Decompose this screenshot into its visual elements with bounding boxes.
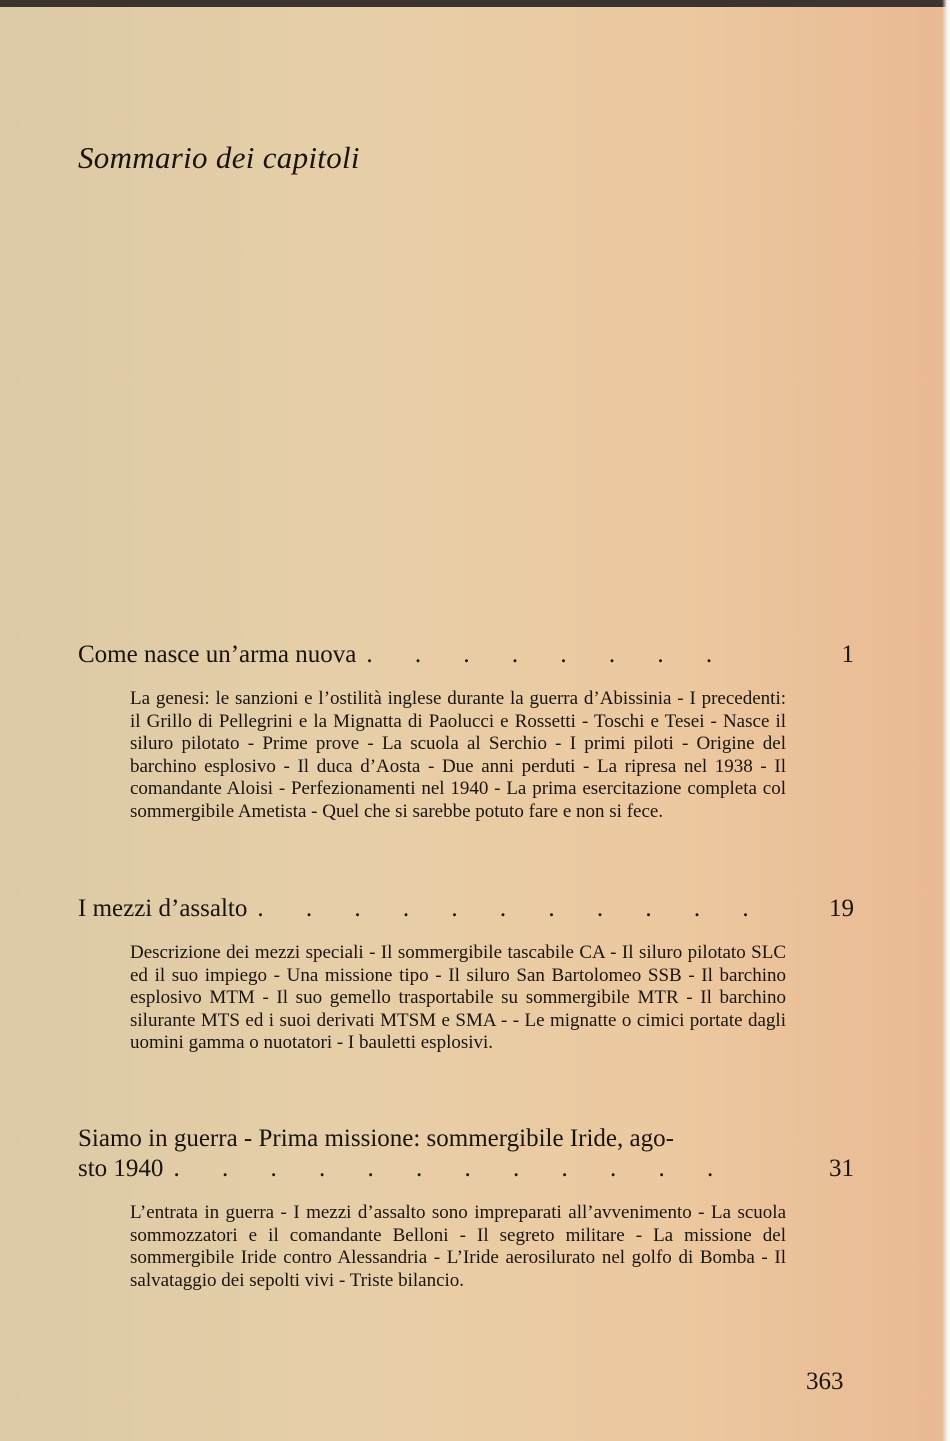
contents-heading: Sommario dei capitoli <box>78 140 360 175</box>
chapter-summary: Descrizione dei mezzi speciali - Il sommergibile tascabile CA - Il siluro pilotato SLC ed il suo impiego - Una missione tipo - Il siluro San Bartolomeo SSB - Il barchino esplosivo MTM - Il suo gemello trasportabile su sommergibile MTR - Il barchino silurante MTS ed i suoi derivati MTSM e SMA - - Le mignatte o cimici portate dagli uomini gamma o nuotatori - I bauletti esplosivi. <box>130 942 786 1053</box>
chapter-title-line1: Siamo in guerra - Prima missione: sommergibile Iride, ago- <box>78 1125 674 1152</box>
chapter-entry <box>78 894 854 1055</box>
scan-right-edge <box>942 0 950 1441</box>
chapter-title: Come nasce un’arma nuova <box>78 641 357 668</box>
chapter-title-row <box>78 1154 854 1184</box>
chapter-title-row <box>78 640 854 670</box>
chapter-title-line2: sto 1940 <box>78 1155 164 1182</box>
dot-leader: . . . . . . . . <box>366 641 731 668</box>
chapter-page-number: 31 <box>829 1155 854 1182</box>
dot-leader: . . . . . . . . . . . . <box>173 1155 732 1182</box>
page-folio: 363 <box>806 1368 844 1395</box>
chapter-page-number: 1 <box>841 641 854 668</box>
chapter-title-row <box>78 1124 854 1154</box>
chapter-entry <box>78 640 854 823</box>
chapter-summary: La genesi: le sanzioni e l’ostilità inglese durante la guerra d’Abissinia - I precedenti: il Grillo di Pellegrini e la Mignatta di Paolucci e Rossetti - Toschi e Tesei - Nasce il siluro pilotato - Prime prove - La scuola al Serchio - I primi piloti - Origine del barchino esplosivo - Il duca d’Aosta - Due anni perduti - La ripresa nel 1938 - Il comandante Aloisi - Perfezionamenti nel 1940 - La prima esercitazione completa col sommergibile Ametista - Quel che si sarebbe potuto fare e non si fece. <box>130 688 786 822</box>
chapter-page-number: 19 <box>829 895 854 922</box>
chapter-title: I mezzi d’assalto <box>78 895 248 922</box>
scan-top-edge <box>0 0 950 7</box>
chapter-entry <box>78 1124 854 1292</box>
chapter-title-row <box>78 894 854 924</box>
dot-leader: . . . . . . . . . . . <box>257 895 767 922</box>
chapter-summary: L’entrata in guerra - I mezzi d’assalto sono impreparati all’avvenimento - La scuola sommozzatori e il comandante Belloni - Il segreto militare - La missione del sommergibile Iride contro Alessandria - L’Iride aerosilurato nel golfo di Bomba - Il salvataggio dei sepolti vivi - Triste bilancio. <box>130 1202 786 1291</box>
